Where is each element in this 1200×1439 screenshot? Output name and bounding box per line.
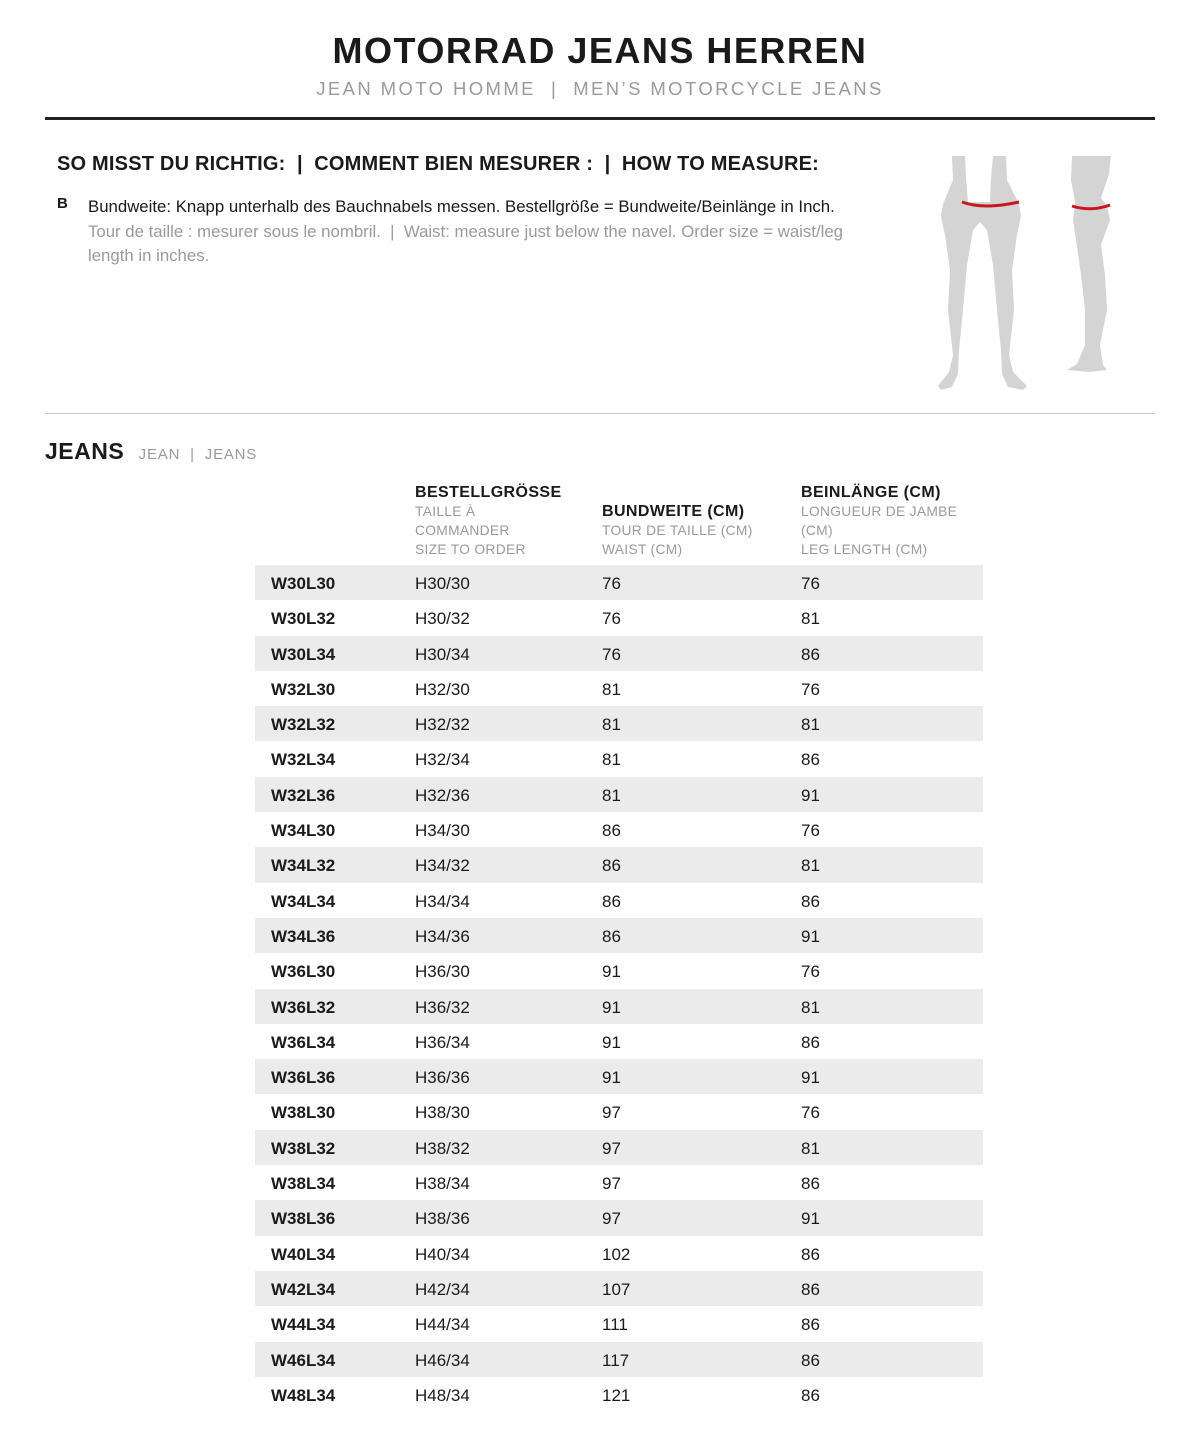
waist-cell: 76 (602, 609, 621, 629)
waist-cell: 91 (602, 1068, 621, 1088)
order-size-cell: H44/34 (415, 1315, 470, 1335)
order-size-cell: H46/34 (415, 1350, 470, 1370)
leg-length-cell: 86 (801, 1279, 820, 1299)
waist-cell: 91 (602, 962, 621, 982)
order-size-cell: H32/34 (415, 750, 470, 770)
front-body-figure-icon (938, 156, 1027, 390)
size-code-cell: W38L36 (271, 1209, 336, 1229)
size-code-cell: W34L36 (271, 926, 336, 946)
table-row (255, 1130, 983, 1165)
waist-cell: 117 (602, 1350, 630, 1370)
table-row (255, 741, 983, 776)
order-size-cell: H36/32 (415, 997, 470, 1017)
leg-length-cell: 91 (801, 785, 820, 805)
waist-cell: 81 (602, 679, 621, 699)
order-size-cell: H34/30 (415, 821, 470, 841)
size-code-cell: W34L34 (271, 891, 336, 911)
waist-cell: 97 (602, 1138, 621, 1158)
table-row (255, 1059, 983, 1094)
waist-cell: 86 (602, 926, 621, 946)
table-row (255, 812, 983, 847)
size-code-cell: W38L30 (271, 1103, 336, 1123)
table-row (255, 1306, 983, 1341)
leg-length-cell: 81 (801, 609, 820, 629)
measure-text-fr-en: Tour de taille : mesurer sous le nombril. | Waist: measure just below the navel. Order size = waist/leg length in inches. (88, 221, 848, 265)
order-size-cell: H30/32 (415, 609, 470, 629)
order-size-cell: H48/34 (415, 1385, 470, 1405)
section-title: JEANS (45, 438, 125, 464)
column-sub: SIZE TO ORDER (415, 542, 526, 557)
waist-cell: 97 (602, 1209, 621, 1229)
order-size-cell: H38/34 (415, 1174, 470, 1194)
size-code-cell: W30L34 (271, 644, 336, 664)
leg-length-cell: 86 (801, 644, 820, 664)
size-code-cell: W36L36 (271, 1068, 336, 1088)
order-size-cell: H38/36 (415, 1209, 470, 1229)
leg-length-cell: 86 (801, 750, 820, 770)
table-row (255, 953, 983, 988)
waist-cell: 97 (602, 1174, 621, 1194)
order-size-cell: H36/36 (415, 1068, 470, 1088)
column-sub: COMMANDER (415, 523, 510, 538)
waist-cell: 111 (602, 1315, 628, 1335)
leg-length-cell: 76 (801, 821, 820, 841)
leg-length-cell: 76 (801, 1103, 820, 1123)
table-row (255, 565, 983, 600)
waist-cell: 91 (602, 1032, 621, 1052)
size-code-cell: W30L30 (271, 574, 336, 593)
page-subtitle: JEAN MOTO HOMME | MEN’S MOTORCYCLE JEANS (316, 78, 884, 99)
size-code-cell: W36L32 (271, 997, 336, 1017)
leg-length-cell: 91 (801, 1068, 820, 1088)
body-figures (935, 150, 1135, 400)
order-size-cell: H32/36 (415, 785, 470, 805)
section-heading (45, 438, 257, 465)
waist-cell: 97 (602, 1103, 621, 1123)
column-sub: LEG LENGTH (CM) (801, 542, 928, 557)
leg-length-cell: 81 (801, 715, 820, 735)
order-size-cell: H30/30 (415, 574, 470, 593)
leg-length-cell: 76 (801, 574, 820, 593)
size-code-cell: W32L32 (271, 715, 336, 735)
leg-length-cell: 81 (801, 1138, 820, 1158)
measure-text-de: Bundweite: Knapp unterhalb des Bauchnabels messen. Bestellgröße = Bundweite/Beinlänge in Inch. (88, 197, 835, 216)
leg-length-cell: 86 (801, 1350, 820, 1370)
table-row (255, 883, 983, 918)
column-sub: WAIST (CM) (602, 542, 683, 557)
leg-length-cell: 81 (801, 997, 820, 1017)
waist-cell: 121 (602, 1385, 631, 1405)
order-size-cell: H34/36 (415, 926, 470, 946)
waist-cell: 81 (602, 715, 621, 735)
table-row (255, 1342, 983, 1377)
leg-length-cell: 81 (801, 856, 820, 876)
column-label: BUNDWEITE (CM) (602, 503, 745, 520)
table-row (255, 1200, 983, 1235)
size-code-cell: W38L32 (271, 1138, 336, 1158)
leg-length-cell: 91 (801, 926, 820, 946)
table-row (255, 989, 983, 1024)
leg-length-cell: 76 (801, 679, 820, 699)
table-row (255, 1236, 983, 1271)
leg-length-cell: 86 (801, 891, 820, 911)
size-table (255, 565, 983, 1412)
table-row (255, 1024, 983, 1059)
size-code-cell: W32L30 (271, 679, 336, 699)
waist-cell: 107 (602, 1279, 631, 1299)
order-size-cell: H34/34 (415, 891, 470, 911)
table-row (255, 777, 983, 812)
size-code-cell: W34L32 (271, 856, 336, 876)
leg-length-cell: 86 (801, 1032, 820, 1052)
section-subtitle: JEAN | JEANS (138, 446, 258, 463)
order-size-cell: H34/32 (415, 856, 470, 876)
waist-cell: 91 (602, 997, 621, 1017)
leg-length-cell: 91 (801, 1209, 820, 1229)
column-label: BEINLÄNGE (CM) (801, 484, 941, 501)
leg-length-cell: 86 (801, 1174, 820, 1194)
column-header-order-size (415, 483, 562, 559)
measure-key: B (57, 195, 68, 212)
size-code-cell: W36L30 (271, 962, 336, 982)
waist-cell: 86 (602, 821, 621, 841)
waist-cell: 81 (602, 785, 621, 805)
table-row (255, 1165, 983, 1200)
size-code-cell: W40L34 (271, 1244, 336, 1264)
column-label: BESTELLGRÖSSE (415, 484, 562, 501)
order-size-cell: H40/34 (415, 1244, 470, 1264)
size-code-cell: W42L34 (271, 1279, 336, 1299)
size-code-cell: W36L34 (271, 1032, 336, 1052)
waist-cell: 86 (602, 856, 621, 876)
table-row (255, 1377, 983, 1412)
waist-cell: 76 (602, 644, 621, 664)
page-title: MOTORRAD JEANS HERREN (332, 30, 868, 71)
size-code-cell: W32L36 (271, 785, 336, 805)
header-divider (45, 117, 1155, 120)
measure-heading: SO MISST DU RICHTIG: | COMMENT BIEN MESURER : | HOW TO MEASURE: (57, 153, 820, 175)
size-code-cell: W38L34 (271, 1174, 336, 1194)
size-code-cell: W48L34 (271, 1385, 336, 1405)
table-row (255, 671, 983, 706)
waist-cell: 102 (602, 1244, 631, 1264)
table-row (255, 1271, 983, 1306)
order-size-cell: H38/30 (415, 1103, 470, 1123)
size-code-cell: W34L30 (271, 821, 336, 841)
order-size-cell: H32/30 (415, 679, 470, 699)
column-sub: TAILLE À (415, 504, 476, 519)
leg-length-cell: 86 (801, 1315, 820, 1335)
column-sub: LONGUEUR DE JAMBE (801, 504, 958, 519)
size-code-cell: W44L34 (271, 1315, 336, 1335)
table-row (255, 600, 983, 635)
table-row (255, 918, 983, 953)
column-sub: (CM) (801, 523, 833, 538)
table-row (255, 636, 983, 671)
leg-length-cell: 76 (801, 962, 820, 982)
order-size-cell: H38/32 (415, 1138, 470, 1158)
table-row (255, 847, 983, 882)
column-header-waist (602, 502, 753, 559)
table-row (255, 1094, 983, 1129)
side-body-figure-icon (1067, 156, 1111, 372)
waist-cell: 76 (602, 574, 621, 593)
size-code-cell: W32L34 (271, 750, 336, 770)
section-divider (45, 413, 1155, 414)
leg-length-cell: 86 (801, 1244, 820, 1264)
column-sub: TOUR DE TAILLE (CM) (602, 523, 753, 538)
leg-length-cell: 86 (801, 1385, 820, 1405)
order-size-cell: H36/30 (415, 962, 470, 982)
table-row (255, 706, 983, 741)
size-code-cell: W30L32 (271, 609, 336, 629)
order-size-cell: H36/34 (415, 1032, 470, 1052)
waist-cell: 81 (602, 750, 621, 770)
order-size-cell: H42/34 (415, 1279, 470, 1299)
size-code-cell: W46L34 (271, 1350, 336, 1370)
order-size-cell: H30/34 (415, 644, 470, 664)
waist-cell: 86 (602, 891, 621, 911)
order-size-cell: H32/32 (415, 715, 470, 735)
measure-instructions (88, 195, 878, 269)
column-header-leg-length (801, 483, 957, 559)
